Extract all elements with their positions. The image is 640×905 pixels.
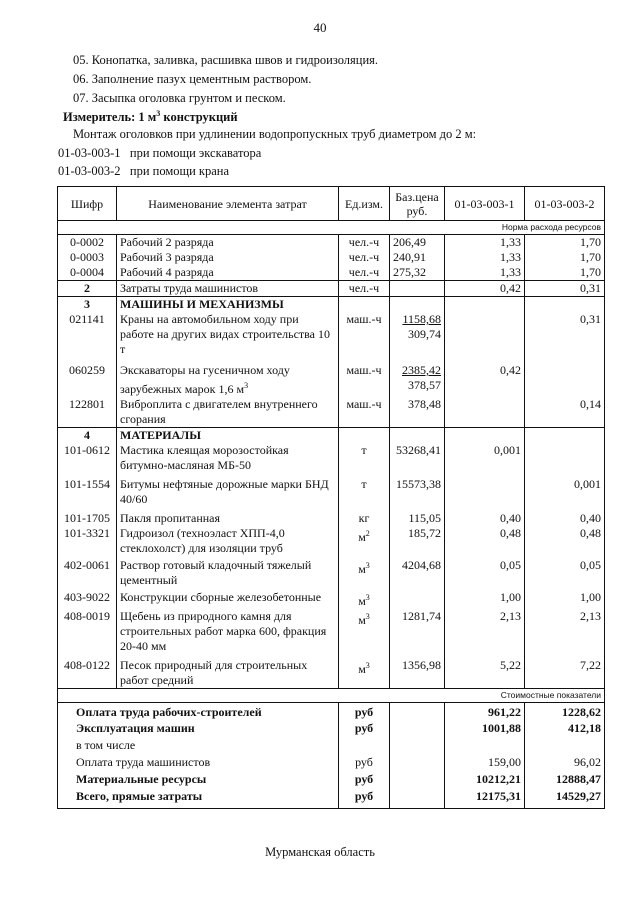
total-row: [58, 788, 605, 809]
table-row: [58, 588, 605, 609]
row-v2: 2,13: [525, 609, 605, 654]
row-code: 0-0004: [58, 265, 117, 281]
section-row: [58, 297, 605, 313]
row-code: 408-0122: [58, 654, 117, 689]
total-unit: руб: [339, 703, 390, 721]
measure-line: [63, 109, 238, 125]
header-unit: Ед.изм.: [339, 187, 390, 221]
row-v2: 1,70: [525, 235, 605, 251]
row-price: 1281,74: [390, 609, 445, 654]
table-row: [58, 473, 605, 507]
row-price: 4204,68: [390, 556, 445, 588]
row-v2: 1,70: [525, 250, 605, 265]
table-row: [58, 357, 605, 397]
unit-sup: 3: [365, 612, 370, 621]
description: Монтаж оголовков при удлинении водопропускных труб диаметром до 2 м:: [73, 127, 477, 141]
total-name: Оплата труда рабочих-строителей: [58, 703, 339, 721]
empty-cell: [339, 737, 390, 754]
unit-text: м: [358, 613, 366, 627]
header-name: Наименование элемента затрат: [117, 187, 339, 221]
empty-cell: [445, 737, 525, 754]
row-name: [117, 357, 339, 397]
section-title: МАТЕРИАЛЫ: [117, 428, 339, 444]
empty-cell: [390, 754, 445, 771]
variant-2: [58, 164, 229, 179]
unit-sup: 3: [365, 661, 370, 670]
section-code: 3: [58, 297, 117, 313]
empty-cell: [390, 788, 445, 809]
row-v1: 1,33: [445, 265, 525, 281]
row-price: 240,91: [390, 250, 445, 265]
total-v1: 961,22: [445, 703, 525, 721]
row-name: Рабочий 3 разряда: [117, 250, 339, 265]
row-unit: чел.-ч: [339, 265, 390, 281]
row-code: 101-1554: [58, 473, 117, 507]
row-code: 122801: [58, 397, 117, 428]
empty-cell: [525, 428, 605, 444]
row-code: 0-0002: [58, 235, 117, 251]
empty-cell: [339, 297, 390, 313]
total-name: Всего, прямые затраты: [58, 788, 339, 809]
total-v2: 14529,27: [525, 788, 605, 809]
row-name: Рабочий 4 разряда: [117, 265, 339, 281]
section-code: 4: [58, 428, 117, 444]
total-row: [58, 754, 605, 771]
table-row: [58, 526, 605, 556]
row-code: 101-3321: [58, 526, 117, 556]
row-code: 021141: [58, 312, 117, 357]
row-price: 15573,38: [390, 473, 445, 507]
total-v2: 12888,47: [525, 771, 605, 788]
row-code: 101-0612: [58, 443, 117, 473]
empty-cell: [525, 737, 605, 754]
total-row: [58, 720, 605, 737]
row-v1: [445, 312, 525, 357]
footer-region: Мурманская область: [265, 845, 375, 859]
row-unit: [339, 654, 390, 689]
row-unit: чел.-ч: [339, 281, 390, 297]
page-number: 40: [313, 20, 327, 35]
table-row: [58, 507, 605, 526]
total-row: [58, 737, 605, 754]
row-price: 206,49: [390, 235, 445, 251]
row-v2: 7,22: [525, 654, 605, 689]
row-code: 101-1705: [58, 507, 117, 526]
row-v1: 0,42: [445, 281, 525, 297]
empty-cell: [445, 428, 525, 444]
empty-cell: [525, 297, 605, 313]
row-v1: [445, 473, 525, 507]
row-v1: [445, 397, 525, 428]
measure-tail: конструкций: [160, 110, 238, 125]
row-unit: маш.-ч: [339, 397, 390, 428]
row-name: Рабочий 2 разряда: [117, 235, 339, 251]
row-price: [390, 281, 445, 297]
row-unit: чел.-ч: [339, 250, 390, 265]
row-v2: 0,31: [525, 312, 605, 357]
total-v1: 1001,88: [445, 720, 525, 737]
row-name: Мастика клеящая морозостойкая битумно-масляная МБ-50: [117, 443, 339, 473]
row-unit: чел.-ч: [339, 235, 390, 251]
row-price: 53268,41: [390, 443, 445, 473]
row-name-sup: 3: [244, 381, 249, 390]
row-code: 060259: [58, 357, 117, 397]
table-row: [58, 609, 605, 654]
row-unit: маш.-ч: [339, 312, 390, 357]
empty-cell: [339, 428, 390, 444]
row-name: Раствор готовый кладочный тяжелый цементный: [117, 556, 339, 588]
row-v1: 1,33: [445, 250, 525, 265]
row-unit: [339, 588, 390, 609]
price-base: 2385,42: [402, 363, 441, 377]
total-v1: 10212,21: [445, 771, 525, 788]
table-row: [58, 654, 605, 689]
row-name: Песок природный для строительных работ средний: [117, 654, 339, 689]
unit-sup: 3: [365, 561, 370, 570]
row-code: 2: [58, 281, 117, 297]
total-v2: 1228,62: [525, 703, 605, 721]
table-row: [58, 281, 605, 297]
total-name: в том числе: [58, 737, 339, 754]
total-v2: 96,02: [525, 754, 605, 771]
norm-caption: Норма расхода ресурсов: [58, 221, 605, 235]
row-price: 1356,98: [390, 654, 445, 689]
row-code: 403-9022: [58, 588, 117, 609]
total-name: Эксплуатация машин: [58, 720, 339, 737]
empty-cell: [390, 771, 445, 788]
row-price: 115,05: [390, 507, 445, 526]
table-row: [58, 312, 605, 357]
intro-line-3: 07. Засыпка оголовка грунтом и песком.: [73, 91, 286, 105]
total-row: [58, 771, 605, 788]
row-name: Затраты труда машинистов: [117, 281, 339, 297]
total-unit: руб: [339, 771, 390, 788]
total-unit: руб: [339, 754, 390, 771]
row-v2: 0,001: [525, 473, 605, 507]
header-price: Баз.цена руб.: [390, 187, 445, 221]
row-v2: 1,70: [525, 265, 605, 281]
variant-2-text: при помощи крана: [129, 164, 230, 178]
unit-text: м: [358, 662, 366, 676]
variant-2-code: 01-03-003-2: [58, 164, 121, 178]
row-v1: 0,48: [445, 526, 525, 556]
table-row: [58, 556, 605, 588]
row-unit: [339, 609, 390, 654]
total-unit: руб: [339, 720, 390, 737]
total-name: Материальные ресурсы: [58, 771, 339, 788]
cost-caption: Стоимостные показатели: [58, 689, 605, 703]
variant-1: [58, 146, 261, 161]
row-unit: [339, 556, 390, 588]
row-v2: 0,48: [525, 526, 605, 556]
row-name: Битумы нефтяные дорожные марки БНД 40/60: [117, 473, 339, 507]
row-unit: т: [339, 473, 390, 507]
row-v2: 0,40: [525, 507, 605, 526]
empty-cell: [390, 737, 445, 754]
row-unit: т: [339, 443, 390, 473]
unit-sup: 2: [365, 529, 370, 538]
table-row: [58, 235, 605, 251]
row-v1: 0,40: [445, 507, 525, 526]
row-v2: 1,00: [525, 588, 605, 609]
row-name: Конструкции сборные железобетонные: [117, 588, 339, 609]
row-name: Краны на автомобильном ходу при работе на других видах строительства 10 т: [117, 312, 339, 357]
row-price: 275,32: [390, 265, 445, 281]
row-unit: маш.-ч: [339, 357, 390, 397]
row-code: 402-0061: [58, 556, 117, 588]
table-header: [58, 187, 605, 221]
row-price: 378,48: [390, 397, 445, 428]
header-v1: 01-03-003-1: [445, 187, 525, 221]
unit-text: м: [358, 530, 366, 544]
row-v1: 1,33: [445, 235, 525, 251]
row-v2: [525, 443, 605, 473]
row-v1: 5,22: [445, 654, 525, 689]
header-code: Шифр: [58, 187, 117, 221]
table-row: [58, 397, 605, 428]
row-unit: [339, 526, 390, 556]
row-v2: [525, 357, 605, 397]
row-price: [390, 357, 445, 397]
row-code: 408-0019: [58, 609, 117, 654]
price-wage: 309,74: [408, 327, 441, 341]
row-v2: 0,14: [525, 397, 605, 428]
table-row: [58, 250, 605, 265]
price-wage: 378,57: [408, 378, 441, 392]
empty-cell: [390, 297, 445, 313]
row-v1: 2,13: [445, 609, 525, 654]
cost-caption-row: [58, 689, 605, 703]
row-price: [390, 588, 445, 609]
row-v1: 1,00: [445, 588, 525, 609]
row-price: 185,72: [390, 526, 445, 556]
section-title: МАШИНЫ И МЕХАНИЗМЫ: [117, 297, 339, 313]
unit-text: м: [358, 594, 366, 608]
row-name: Виброплита с двигателем внутреннего сгорания: [117, 397, 339, 428]
norm-caption-row: [58, 221, 605, 235]
row-v1: 0,05: [445, 556, 525, 588]
total-name: Оплата труда машинистов: [58, 754, 339, 771]
header-v2: 01-03-003-2: [525, 187, 605, 221]
row-v1: 0,42: [445, 357, 525, 397]
row-name: Гидроизол (техноэласт ХПП-4,0 стеклохолст) для изоляции труб: [117, 526, 339, 556]
row-name-text: Экскаваторы на гусеничном ходу зарубежных марок 1,6 м: [120, 363, 290, 396]
empty-cell: [445, 297, 525, 313]
row-unit: кг: [339, 507, 390, 526]
intro-line-2: 06. Заполнение пазух цементным раствором.: [73, 72, 312, 86]
row-name: Щебень из природного камня для строительных работ марка 600, фракция 20-40 мм: [117, 609, 339, 654]
total-v1: 159,00: [445, 754, 525, 771]
empty-cell: [390, 428, 445, 444]
table-row: [58, 265, 605, 281]
total-row: [58, 703, 605, 721]
row-price: [390, 312, 445, 357]
variant-1-text: при помощи экскаватора: [129, 146, 262, 160]
variant-1-code: 01-03-003-1: [58, 146, 121, 160]
empty-cell: [390, 720, 445, 737]
unit-sup: 3: [365, 593, 370, 602]
row-name: Пакля пропитанная: [117, 507, 339, 526]
table-row: [58, 443, 605, 473]
row-v2: 0,31: [525, 281, 605, 297]
total-unit: руб: [339, 788, 390, 809]
total-v2: 412,18: [525, 720, 605, 737]
empty-cell: [390, 703, 445, 721]
intro-line-1: 05. Конопатка, заливка, расшивка швов и гидроизоляция.: [73, 53, 379, 67]
total-v1: 12175,31: [445, 788, 525, 809]
row-v2: 0,05: [525, 556, 605, 588]
section-row: [58, 428, 605, 444]
row-code: 0-0003: [58, 250, 117, 265]
measure-sup: 3: [156, 109, 161, 118]
unit-text: м: [358, 562, 366, 576]
measure-label: Измеритель: 1 м: [63, 110, 157, 125]
row-v1: 0,001: [445, 443, 525, 473]
resource-table: [57, 186, 605, 809]
price-base: 1158,68: [402, 312, 441, 326]
